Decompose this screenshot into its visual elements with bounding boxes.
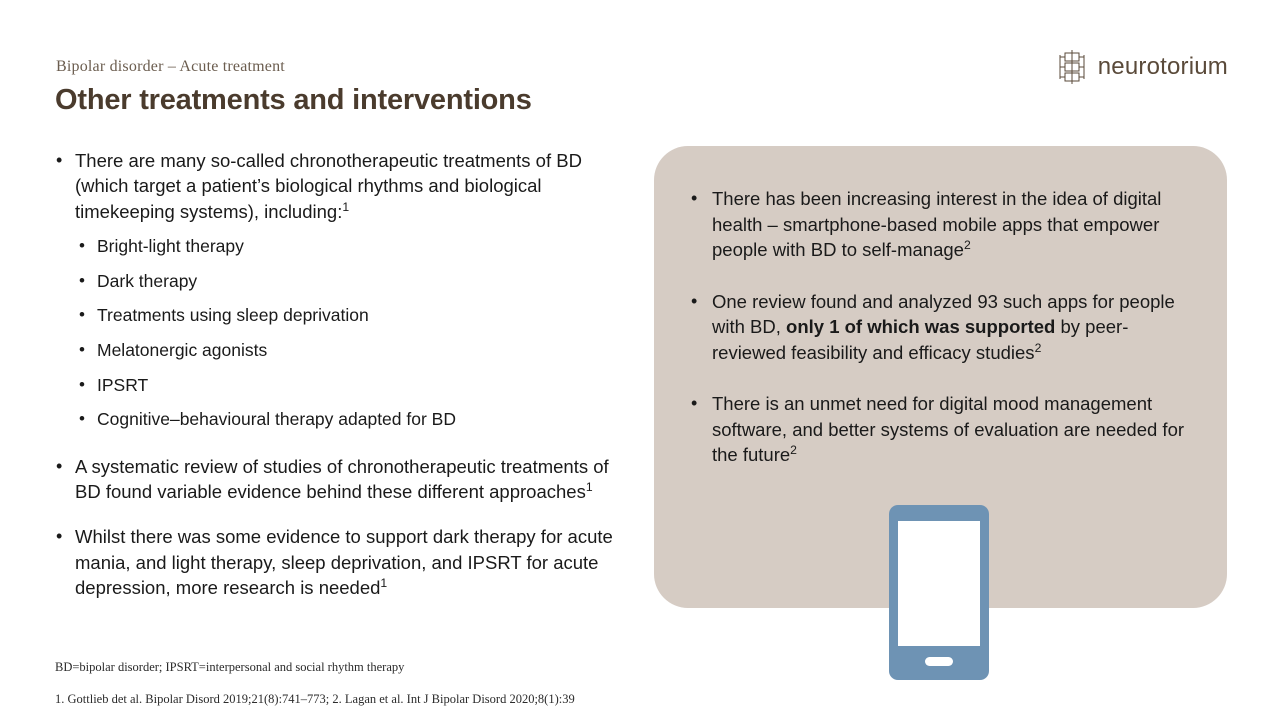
list-item xyxy=(55,374,627,398)
bullet-text: There are many so-called chronotherapeutic treatments of BD (which target a patient’s biological rhythms and biological timekeeping systems), including: xyxy=(75,150,582,222)
bullet-text: One review found and analyzed 93 such apps for people with BD, xyxy=(712,290,1175,338)
slide-eyebrow: Bipolar disorder – Acute treatment xyxy=(56,58,285,75)
reference-marker: 2 xyxy=(963,237,971,252)
spacer xyxy=(55,506,627,524)
bullet-text: Cognitive–behavioural therapy adapted for BD xyxy=(97,409,456,430)
reference-marker: 2 xyxy=(790,442,797,457)
page-title: Other treatments and interventions xyxy=(55,84,532,116)
bullet-text-emphasis: only 1 of which was supported xyxy=(786,316,1056,338)
bullet-text: Whilst there was some evidence to support dark therapy for acute mania, and light therapy, sleep deprivation, and IPSRT for acute depression, more research is needed xyxy=(75,526,613,599)
bullet-text: Treatments using sleep deprivation xyxy=(97,305,369,326)
list-item xyxy=(55,270,627,294)
abbreviations-note: BD=bipolar disorder; IPSRT=interpersonal and social rhythm therapy xyxy=(55,660,405,674)
bullet-text: Melatonergic agonists xyxy=(97,339,268,360)
reference-marker: 1 xyxy=(585,479,593,494)
bullet-text: A systematic review of studies of chronotherapeutic treatments of BD found variable evidence behind these different approaches xyxy=(75,455,609,503)
bullet-text-continued: by peer-reviewed feasibility and efficacy studies xyxy=(712,316,1129,363)
list-item xyxy=(690,289,1190,366)
bullet-text: There has been increasing interest in the idea of digital health – smartphone-based mobile apps that empower people with BD to self-manage xyxy=(712,188,1162,261)
bullet-text: Dark therapy xyxy=(97,270,198,291)
reference-marker: 2 xyxy=(1034,340,1042,355)
smartphone-home-button xyxy=(925,657,953,666)
reference-marker: 1 xyxy=(380,576,388,590)
brand-logo xyxy=(1055,50,1228,84)
bullet-text: Bright-light therapy xyxy=(97,236,244,257)
list-item xyxy=(690,186,1190,263)
left-content-column xyxy=(55,148,627,603)
list-item xyxy=(55,454,627,505)
right-content-column xyxy=(690,186,1190,468)
spacer xyxy=(55,432,627,454)
brand-name: neurotorium xyxy=(1097,53,1228,80)
list-item xyxy=(55,235,627,259)
bullet-text: IPSRT xyxy=(97,374,149,395)
list-item xyxy=(55,408,627,432)
reference-marker: 1 xyxy=(342,199,350,214)
list-item xyxy=(55,148,627,224)
list-item xyxy=(55,339,627,363)
smartphone-screen xyxy=(898,521,980,646)
list-item xyxy=(55,524,627,600)
smartphone-illustration xyxy=(889,505,989,680)
list-item xyxy=(55,304,627,328)
references-note: 1. Gottlieb det al. Bipolar Disord 2019;21(8):741–773; 2. Lagan et al. Int J Bipolar Disord 2020;8(1):39 xyxy=(55,692,575,706)
neurotorium-lattice-icon xyxy=(1055,50,1089,84)
bullet-text: There is an unmet need for digital mood management software, and better systems of evaluation are needed for the future xyxy=(712,393,1185,466)
list-item xyxy=(690,391,1190,468)
